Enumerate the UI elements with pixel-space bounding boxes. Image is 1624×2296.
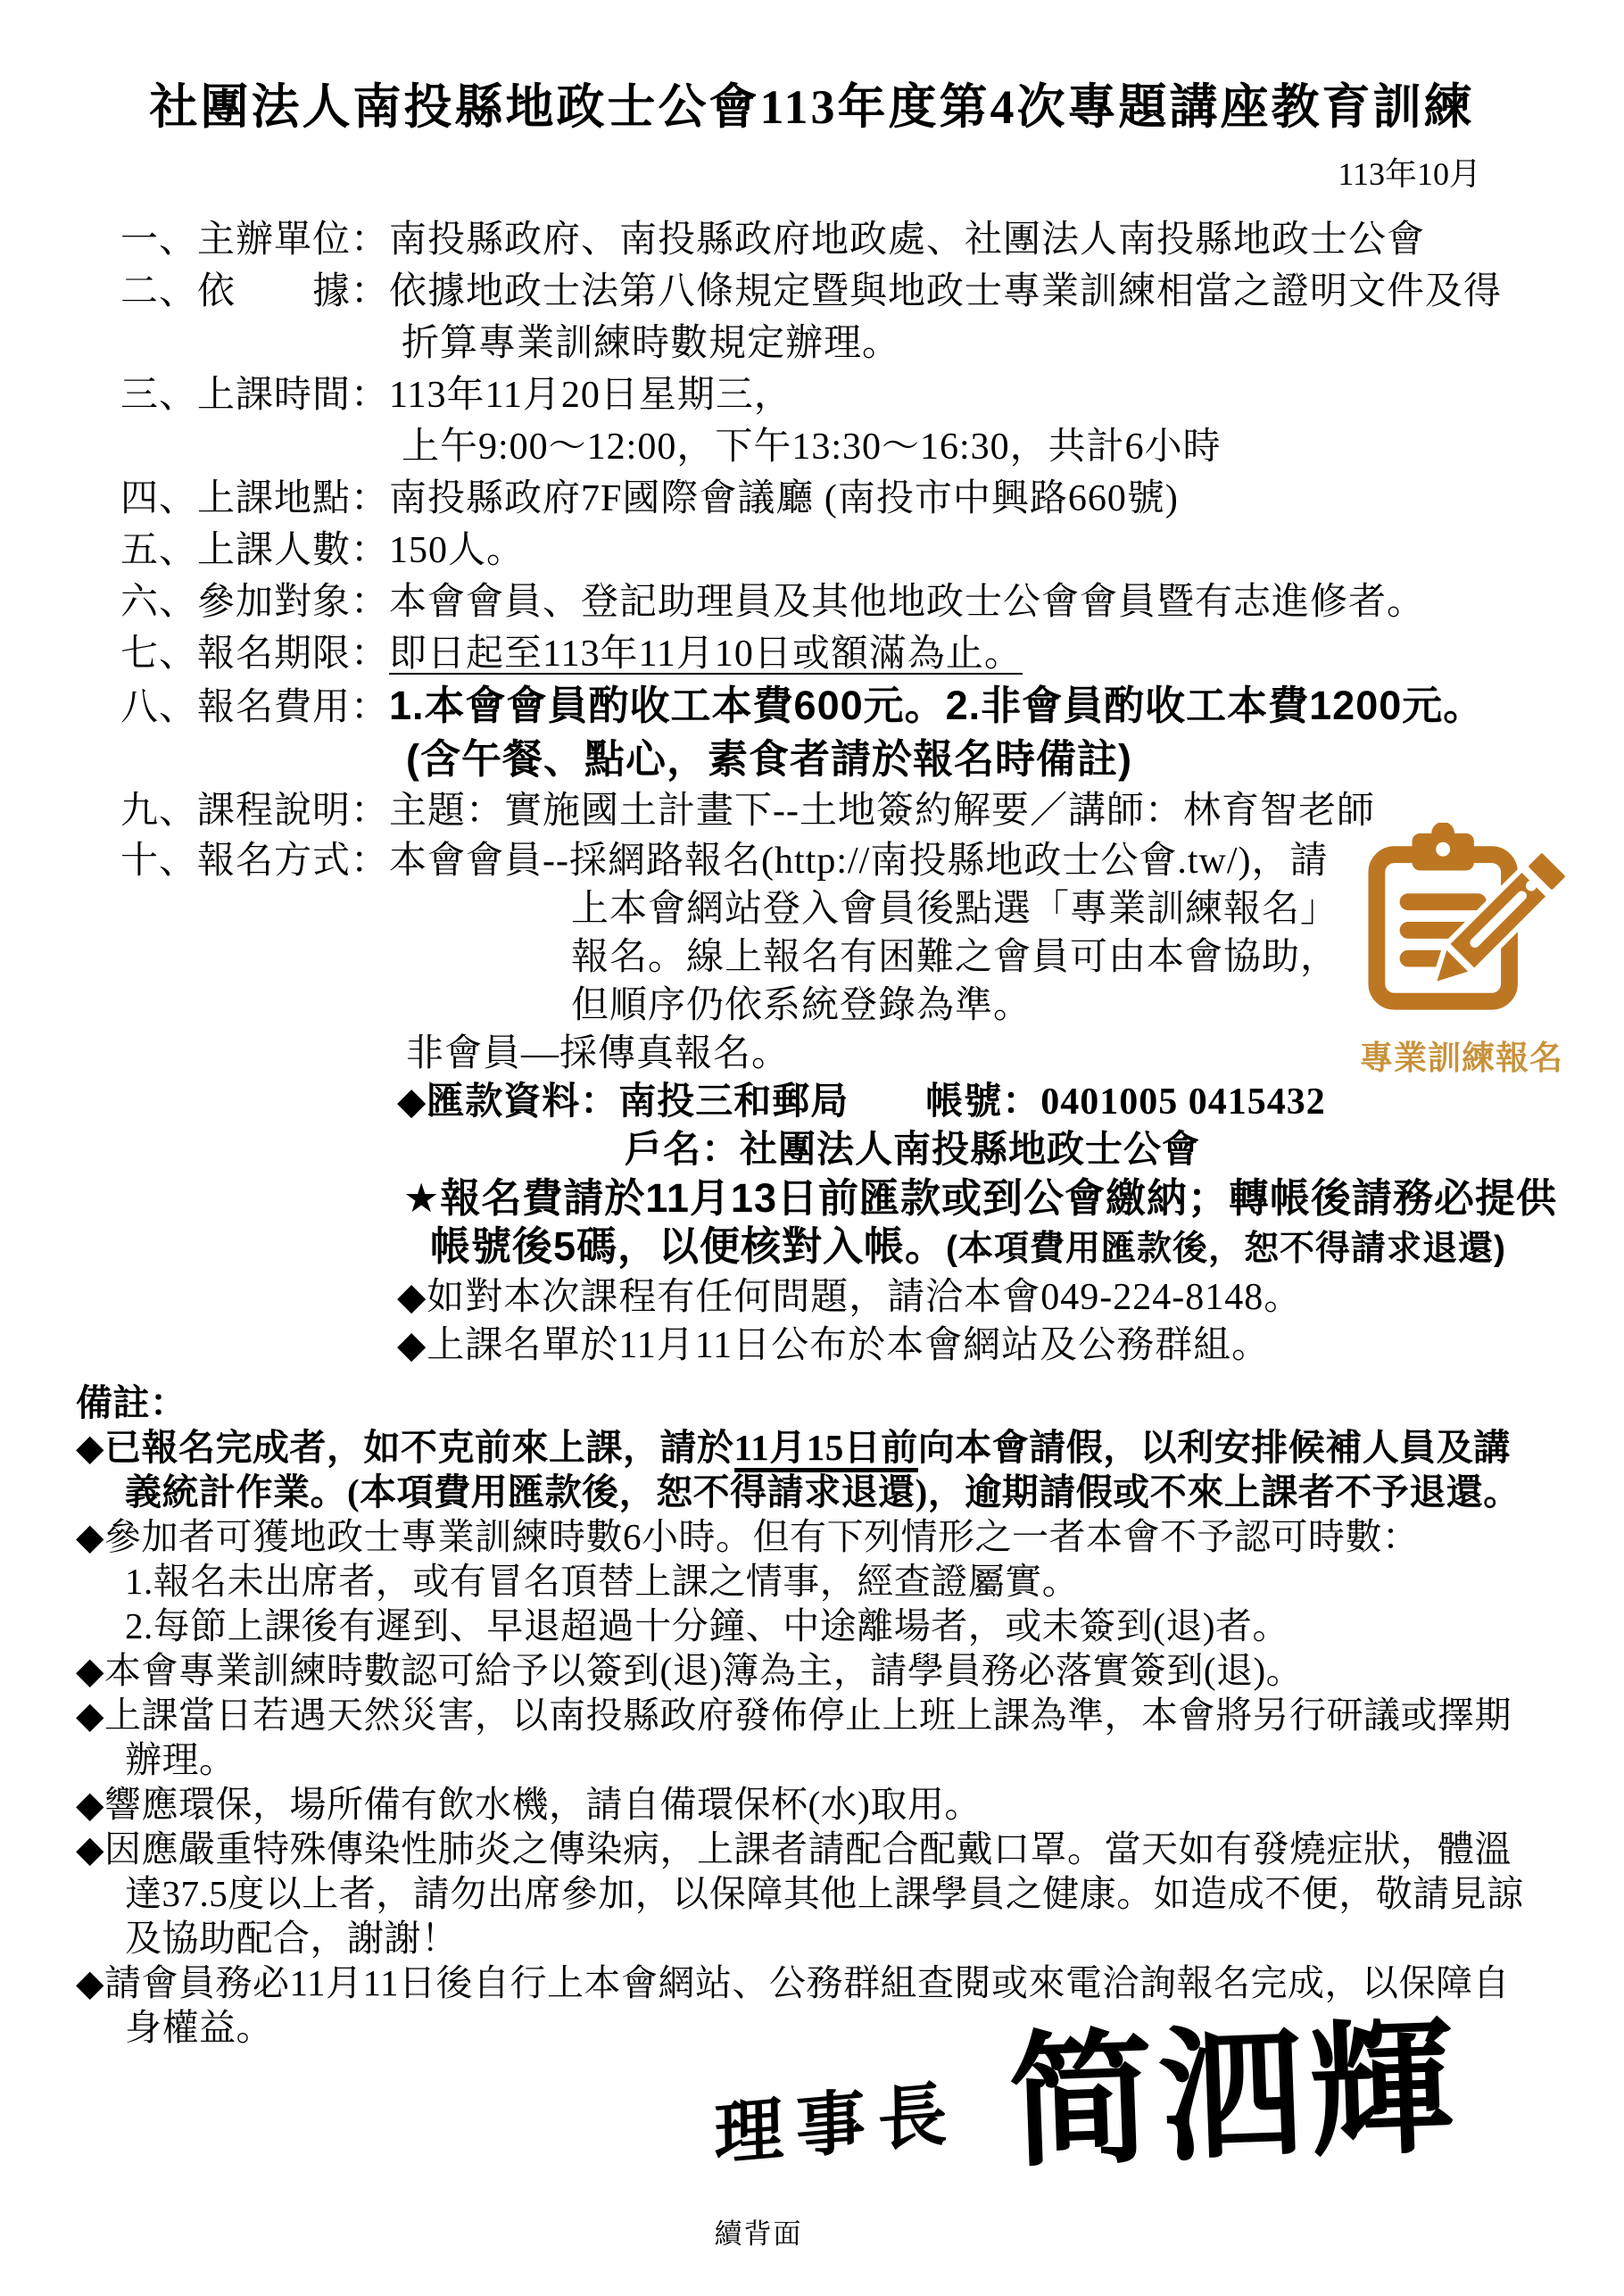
note-6-line-3: 及協助配合，謝謝！ xyxy=(125,1918,459,1959)
main-list xyxy=(0,214,1624,1370)
item-2-label: 二、依 據： xyxy=(120,271,390,312)
note-2-sub-1: 1.報名未出席者，或有冒名頂替上課之情事，經查證屬實。 xyxy=(125,1561,1080,1602)
fee-notice-line-1: ★報名費請於11月13日前匯款或到公會繳納；轉帳後請務必提供 xyxy=(403,1175,1557,1221)
issue-date: 113年10月 xyxy=(1338,156,1481,192)
note-1-deadline: 11月15日前 xyxy=(734,1427,918,1472)
item-2-line-1: 依據地政士法第八條規定暨與地政士專業訓練相當之證明文件及得 xyxy=(389,271,1503,312)
item-10-line-2: 上本會網站登入會員後點選「專業訓練報名」 xyxy=(571,889,1339,930)
notes-section xyxy=(0,1380,1624,2050)
item-6-label: 六、參加對象： xyxy=(120,582,390,623)
note-7-line-2: 身權益。 xyxy=(125,2007,273,2048)
note-4-line-1: ◆上課當日若遇天然災害，以南投縣政府發佈停止上班上課為準，本會將另行研議或擇期 xyxy=(76,1695,1512,1736)
item-8-label: 八、報名費用： xyxy=(120,687,390,728)
fee-notice-line-2-paren: (本項費用匯款後，恕不得請求退還) xyxy=(946,1230,1507,1268)
item-3-label: 三、上課時間： xyxy=(120,375,390,416)
item-9-text: 主題：實施國土計畫下--土地簽約解要／講師：林育智老師 xyxy=(389,791,1375,832)
item-4 xyxy=(120,473,1624,525)
item-5-label: 五、上課人數： xyxy=(120,530,390,571)
item-7 xyxy=(120,628,1624,680)
item-2 xyxy=(120,266,1624,318)
item-3-line-2: 上午9:00～12:00，下午13:30～16:30，共計6小時 xyxy=(402,427,1222,468)
roster-line: ◆上課名單於11月11日公布於本會網站及公務群組。 xyxy=(397,1325,1271,1366)
note-5: ◆響應環保，場所備有飲水機，請自備環保杯(水)取用。 xyxy=(76,1784,982,1825)
item-3 xyxy=(120,369,1624,421)
badge-label: 專業訓練報名 xyxy=(1360,1040,1563,1076)
item-10-line-3: 報名。線上報名有困難之會員可由本會協助， xyxy=(571,937,1339,978)
non-member-line: 非會員—採傳真報名。 xyxy=(406,1033,791,1074)
item-1-label: 一、主辦單位： xyxy=(120,220,390,261)
item-1-text: 南投縣政府、南投縣政府地政處、社團法人南投縣地政士公會 xyxy=(389,220,1426,261)
page-title: 社團法人南投縣地政士公會113年度第4次專題講座教育訓練 xyxy=(149,80,1475,134)
note-7-line-1: ◆請會員務必11月11日後自行上本會網站、公務群組查閱或來電洽詢報名完成，以保障自 xyxy=(76,1962,1510,2003)
item-1 xyxy=(120,214,1624,266)
item-5-text: 150人。 xyxy=(389,530,526,571)
item-4-label: 四、上課地點： xyxy=(120,478,390,519)
item-10-label: 十、報名方式： xyxy=(120,841,390,882)
account-name-line: 戶名：社團法人南投縣地政士公會 xyxy=(625,1130,1201,1171)
item-8-fees: 1.本會會員酌收工本費600元。2.非會員酌收工本費1200元。 xyxy=(389,683,1485,728)
item-2-line-2: 折算專業訓練時數規定辦理。 xyxy=(402,323,901,364)
contact-line: ◆如對本次課程有任何問題，請洽本會049-224-8148。 xyxy=(397,1277,1303,1318)
signature-role: 理事長 xyxy=(713,2074,961,2175)
item-7-deadline: 即日起至113年11月10日或額滿為止。 xyxy=(389,634,1023,675)
note-6-line-1: ◆因應嚴重特殊傳染性肺炎之傳染病，上課者請配合配戴口罩。當天如有發燒症狀，體溫 xyxy=(76,1828,1512,1869)
item-10-line-1: 本會會員--採網路報名(http://南投縣地政士公會.tw/)，請 xyxy=(389,841,1329,882)
item-10-line-4: 但順序仍依系統登錄為準。 xyxy=(571,985,1032,1026)
item-7-label: 七、報名期限： xyxy=(120,634,390,675)
notes-heading: 備註： xyxy=(76,1382,187,1423)
item-6 xyxy=(120,576,1624,628)
remittance-line: ◆匯款資料：南投三和郵局 帳號：0401005 0415432 xyxy=(397,1082,1326,1123)
item-4-text: 南投縣政府7F國際會議廳 (南投市中興路660號) xyxy=(389,478,1179,519)
note-1-pre: ◆已報名完成者，如不克前來上課，請於 xyxy=(76,1427,734,1468)
note-2: ◆參加者可獲地政士專業訓練時數6小時。但有下列情形之一者本會不予認可時數： xyxy=(76,1516,1420,1557)
note-2-sub-2: 2.每節上課後有遲到、早退超過十分鐘、中途離場者，或未簽到(退)者。 xyxy=(125,1605,1290,1646)
fee-notice-line-2 xyxy=(430,1223,1624,1273)
clipboard-pencil-icon xyxy=(1355,1009,1568,1024)
item-9-label: 九、課程說明： xyxy=(120,791,390,832)
signature-name: 简泗輝 xyxy=(1007,2010,1462,2185)
item-5 xyxy=(120,525,1624,576)
footer-note: 續背面 xyxy=(714,2218,803,2250)
note-1-line-1 xyxy=(76,1425,1624,1470)
signature-block xyxy=(713,2010,1517,2185)
training-signup-badge xyxy=(1349,823,1574,1079)
item-6-text: 本會會員、登記助理員及其他地政士公會會員暨有志進修者。 xyxy=(389,582,1426,623)
note-1-post: 向本會請假，以利安排候補人員及講 xyxy=(917,1427,1511,1468)
item-3-line-1: 113年11月20日星期三， xyxy=(389,375,792,416)
fee-notice-line-2-main: 帳號後5碼，以便核對入帳。 xyxy=(430,1223,947,1269)
item-8 xyxy=(120,680,1624,734)
note-6-line-2: 達37.5度以上者，請勿出席參加，以保障其他上課學員之健康。如造成不便，敬請見諒 xyxy=(125,1873,1524,1914)
note-1-line-2: 義統計作業。(本項費用匯款後，恕不得請求退還)，逾期請假或不來上課者不予退還。 xyxy=(125,1471,1520,1513)
note-3: ◆本會專業訓練時數認可給予以簽到(退)簿為主，請學員務必落實簽到(退)。 xyxy=(76,1650,1304,1691)
note-4-line-2: 辦理。 xyxy=(125,1739,236,1780)
item-8-note: (含午餐、點心，素食者請於報名時備註) xyxy=(406,736,1132,782)
